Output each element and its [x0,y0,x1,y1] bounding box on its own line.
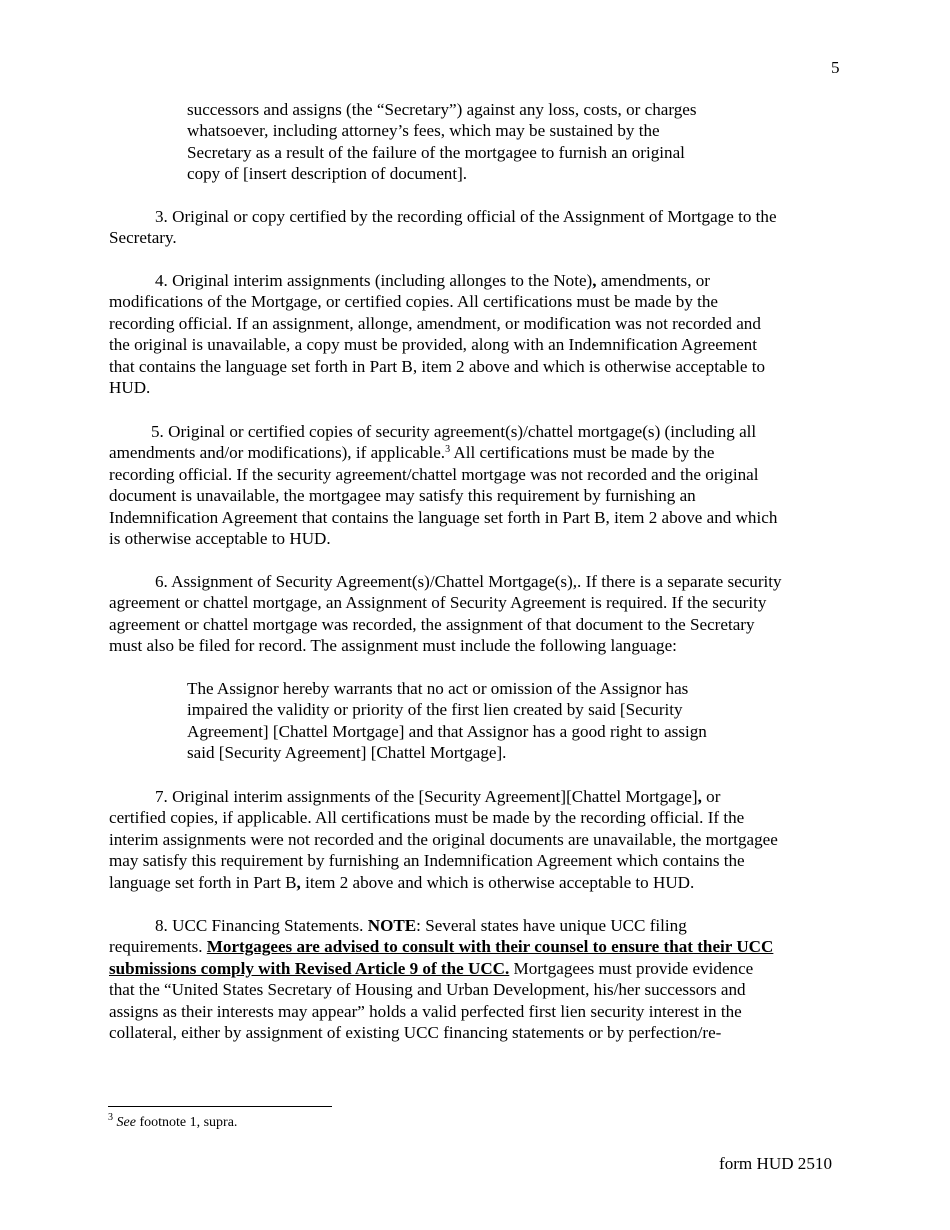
paragraph-line: that the “United States Secretary of Housing and Urban Development, his/her successors and [109,980,746,1000]
quote-line: impaired the validity or priority of the first lien created by said [Security [187,700,683,720]
footnote [108,1114,237,1132]
text-run: 7. Original interim assignments of the [Security Agreement][Chattel Mortgage] [155,787,698,806]
text-run: requirements. [109,937,207,957]
item-8 [109,915,849,1043]
paragraph-line [109,936,849,957]
paragraph-line [109,915,849,936]
text-run: 4. Original interim assignments (including allonges to the Note) [155,271,593,290]
paragraph-line: agreement or chattel mortgage, an Assignment of Security Agreement is required. If the security [109,593,767,613]
quote-line: whatsoever, including attorney’s fees, which may be sustained by the [187,121,660,141]
item-5 [109,421,849,549]
bold-comma: , [592,271,597,290]
quote-line: said [Security Agreement] [Chattel Mortgage]. [187,743,507,763]
form-footer: form HUD 2510 [719,1154,832,1173]
item-3 [109,206,849,249]
quote-line: The Assignor hereby warrants that no act or omission of the Assignor has [187,679,689,698]
paragraph-line: Indemnification Agreement that contains the language set forth in Part B, item 2 above and which [109,507,778,527]
paragraph-line: recording official. If an assignment, allonge, amendment, or modification was not recorded and [109,313,761,333]
bold-comma: , [697,787,702,806]
paragraph-line: HUD. [109,378,151,398]
paragraph-line [109,270,849,291]
text-run: language set forth in Part B [109,872,297,892]
text-run: : Several states have unique UCC filing [416,916,687,935]
quote-line: Secretary as a result of the failure of the mortgagee to furnish an original [187,142,685,162]
text-run: or [701,787,721,806]
bold-comma: , [296,872,301,892]
paragraph-line: 6. Assignment of Security Agreement(s)/Chattel Mortgage(s),. If there is a separate security [155,572,782,591]
paragraph-line: 5. Original or certified copies of security agreement(s)/chattel mortgage(s) (including all [151,422,757,441]
paragraph-line [109,442,849,463]
text-run: All certifications must be made by the [450,443,715,463]
emphasized-advisory: submissions comply with Revised Article 9 of the UCC. [109,958,510,978]
footnote-reference: 3 [445,444,451,456]
indemnification-quote [187,99,927,185]
text-run: 8. UCC Financing Statements. [155,916,368,935]
item-6 [109,571,849,657]
footnote-number: 3 [108,1112,113,1123]
assignor-warranty-quote [187,678,927,764]
paragraph-line: 3. Original or copy certified by the recording official of the Assignment of Mortgage to the [155,207,777,226]
paragraph-line: the original is unavailable, a copy must be provided, along with an Indemnification Agreement [109,335,757,355]
paragraph-line: may satisfy this requirement by furnishing an Indemnification Agreement which contains the [109,851,745,871]
footnote-text: footnote 1, supra. [135,1115,238,1130]
paragraph-line: modifications of the Mortgage, or certified copies. All certifications must be made by the [109,292,719,312]
note-label: NOTE [367,916,417,935]
paragraph-line: collateral, either by assignment of existing UCC financing statements or by perfection/re- [109,1023,722,1043]
footnote-separator [108,1106,332,1107]
paragraph-line: that contains the language set forth in Part B, item 2 above and which is otherwise acceptable to [109,356,766,376]
paragraph-line: assigns as their interests may appear” holds a valid perfected first lien security interest in the [109,1001,742,1021]
quote-line: Agreement] [Chattel Mortgage] and that Assignor has a good right to assign [187,721,707,741]
text-run: item 2 above and which is otherwise acceptable to HUD. [300,872,695,892]
page-number: 5 [831,58,840,77]
paragraph-line: is otherwise acceptable to HUD. [109,529,331,549]
paragraph-line: document is unavailable, the mortgagee may satisfy this requirement by furnishing an [109,486,696,506]
item-7 [109,786,849,893]
quote-line: successors and assigns (the “Secretary”) against any loss, costs, or charges [187,100,697,119]
paragraph-line: agreement or chattel mortgage was recorded, the assignment of that document to the Secretary [109,614,755,634]
text-run: amendments, or [596,271,710,290]
quote-line: copy of [insert description of document]. [187,164,468,184]
paragraph-line: Secretary. [109,228,177,248]
paragraph-line: certified copies, if applicable. All certifications must be made by the recording official. If the [109,808,745,828]
paragraph-line: interim assignments were not recorded and the original documents are unavailable, the mortgagee [109,829,778,849]
text-run: amendments and/or modifications), if applicable. [109,443,446,463]
paragraph-line [109,872,849,893]
paragraph-line [109,958,849,979]
paragraph-line: recording official. If the security agreement/chattel mortgage was not recorded and the original [109,464,759,484]
emphasized-advisory: Mortgagees are advised to consult with their counsel to ensure that their UCC [206,937,774,957]
paragraph-line: must also be filed for record. The assignment must include the following language: [109,636,677,656]
item-4 [109,270,849,398]
paragraph-line [109,786,849,807]
text-run: Mortgagees must provide evidence [509,958,754,978]
footnote-see: See [116,1115,136,1130]
